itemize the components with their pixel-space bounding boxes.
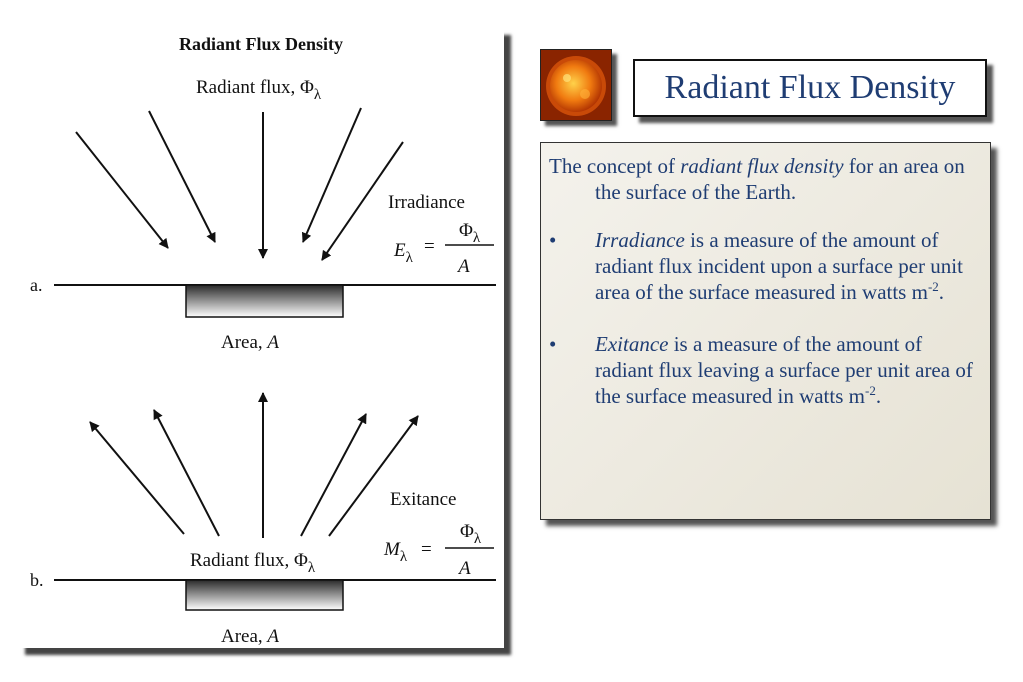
slide-title-box	[633, 59, 987, 117]
svg-text:Φλ: $\Phi_\lambda$	[459, 220, 481, 246]
figure-diagram	[18, 28, 504, 648]
panel-b-letter: b.	[30, 570, 44, 590]
panel-b-area-label: Area, A	[221, 626, 280, 647]
content-panel	[540, 142, 991, 520]
incoming-arrows	[76, 108, 403, 260]
panel-a-area-label: Area, A	[221, 332, 280, 353]
panel-b-flux-label: Radiant flux, $\Phi_\lambda$	[190, 550, 316, 576]
bullet-marker: •	[549, 332, 557, 356]
svg-text:Eλ: $E_\lambda$	[394, 240, 413, 266]
incoming-arrow	[149, 111, 215, 242]
svg-text:=: =	[421, 539, 432, 560]
svg-text:Φλ: $\Phi_\lambda$	[460, 521, 482, 547]
exitance-label: Exitance	[390, 489, 457, 510]
outgoing-arrow	[329, 416, 418, 536]
bullet-marker: •	[549, 228, 557, 252]
area-block-b	[186, 580, 343, 610]
panel-a-flux-label: Radiant flux, $\Phi_\lambda$	[196, 77, 322, 103]
irradiance-label: Irradiance	[388, 192, 465, 213]
slide-title: Radiant Flux Density	[664, 69, 956, 106]
area-block-a	[186, 285, 343, 317]
exitance-equation	[383, 521, 494, 579]
svg-text:=: =	[424, 236, 435, 257]
irradiance-equation	[393, 220, 494, 277]
bullet-irradiance: • Irradiance is a measure of the amount of radiant flux incident upon a surface per unit area of the surface measured in watts $m^{-2}$.	[549, 228, 963, 304]
sun-icon	[540, 49, 612, 121]
bullet-exitance: • Exitance is a measure of the amount of radiant flux leaving a surface per unit area of the surface measured in watts $m^{-2}$.	[549, 332, 973, 408]
outgoing-arrows	[90, 393, 418, 538]
incoming-arrow	[76, 132, 168, 248]
svg-text:A: A	[458, 256, 470, 277]
radiant-flux-figure	[18, 28, 504, 648]
outgoing-arrow	[154, 410, 219, 536]
figure-title: Radiant Flux Density	[178, 34, 344, 54]
svg-text:A: A	[459, 558, 471, 579]
incoming-arrow	[303, 108, 361, 242]
panel-a-letter: a.	[30, 275, 43, 295]
outgoing-arrow	[301, 414, 366, 536]
intro-paragraph: The concept of radiant flux density for an area on the surface of the Earth.	[549, 154, 965, 204]
svg-text:Mλ: $M_\lambda$	[384, 539, 408, 565]
